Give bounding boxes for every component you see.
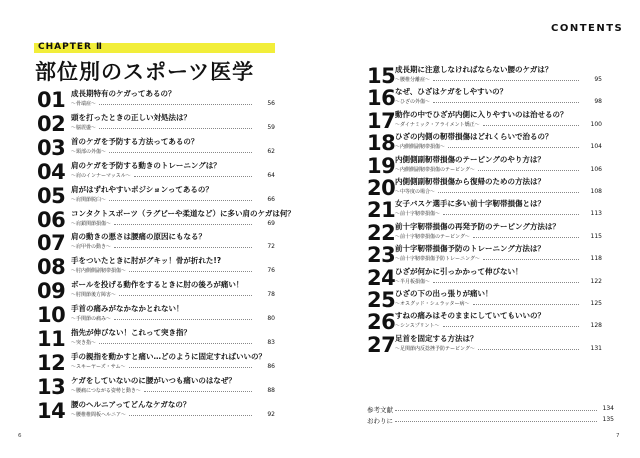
entry-subtitle: 〜手関節の痛み〜 — [71, 316, 112, 323]
entry-subtitle: 〜前十字靭帯損傷のテーピング〜 — [395, 233, 470, 240]
entry-page: 66 — [267, 195, 275, 203]
entry-title: 動作の中でひざが内側に入りやすいのは治せるの？ — [395, 109, 568, 119]
dot-leader — [433, 282, 579, 283]
entry-subtitle: 〜脳震盪〜 — [71, 124, 97, 131]
entry-subtitle: 〜肩甲骨の動き〜 — [71, 244, 112, 251]
toc-entry[interactable] — [367, 154, 602, 178]
afterword-label[interactable]: おわりに — [367, 417, 393, 425]
entry-title: ケガをしていないのに腰がいつも痛いのはなぜ？ — [71, 375, 236, 385]
chapter-title: 部位別のスポーツ医学 — [35, 60, 255, 84]
dot-leader — [448, 147, 579, 148]
toc-entry[interactable] — [37, 351, 275, 375]
entry-subtitle: 〜肘関節後方障害〜 — [71, 292, 117, 299]
entry-subtitle: 〜オスグッド・シュラッター病〜 — [395, 301, 470, 307]
entry-title: 手首の痛みがなかなかとれない！ — [71, 304, 184, 314]
dot-leader — [478, 349, 579, 350]
entry-page: 95 — [594, 76, 602, 83]
entry-subtitle: 〜スキーヤーズ・サム〜 — [71, 363, 126, 370]
entry-page: 100 — [590, 120, 602, 128]
toc-entry[interactable] — [37, 184, 275, 208]
entry-number: 03 — [37, 135, 66, 160]
entry-number: 01 — [37, 88, 66, 112]
entry-number: 08 — [37, 255, 66, 280]
dot-leader — [109, 200, 252, 201]
entry-number: 26 — [367, 310, 396, 335]
toc-entry[interactable] — [367, 288, 602, 312]
entry-page: 113 — [590, 210, 602, 218]
entry-number: 02 — [37, 111, 66, 136]
entry-page: 76 — [267, 267, 275, 275]
toc-entry[interactable] — [37, 231, 275, 255]
entry-title: 内側側副靭帯損傷のテーピングのやり方は？ — [395, 154, 545, 164]
entry-number: 15 — [367, 64, 396, 88]
toc-entry[interactable] — [367, 131, 602, 155]
chapter-label: CHAPTER Ⅱ — [38, 42, 103, 52]
entry-page: 108 — [590, 188, 602, 195]
dot-leader — [134, 176, 252, 177]
page-number-right: 7 — [616, 433, 620, 439]
entry-subtitle: 〜突き指〜 — [71, 340, 97, 346]
toc-entry[interactable] — [37, 375, 275, 399]
entry-page: 118 — [590, 255, 602, 263]
toc-entry[interactable] — [367, 266, 602, 290]
entry-title: すねの痛みはそのままにしていてもいいの？ — [395, 311, 545, 321]
dot-leader — [129, 271, 252, 272]
entry-subtitle: 〜腰椎椎間板ヘルニア〜 — [71, 411, 127, 418]
toc-entry[interactable] — [37, 207, 295, 232]
dot-leader — [119, 295, 252, 296]
entry-subtitle: 〜前十字靭帯損傷予防トレーニング〜 — [395, 256, 480, 263]
entry-page: 92 — [267, 410, 275, 418]
entry-title: 足首を固定する方法は？ — [395, 333, 478, 343]
entry-number: 23 — [367, 243, 396, 268]
dot-leader — [483, 125, 579, 126]
contents-header: CONTENTS — [551, 23, 624, 34]
dot-leader — [99, 128, 252, 129]
entry-page: 62 — [267, 147, 275, 155]
entry-number: 16 — [367, 86, 396, 111]
dot-leader — [114, 224, 252, 225]
dot-leader — [114, 247, 252, 248]
entry-title: 前十字靭帯損傷予防のトレーニング方法は？ — [395, 244, 545, 254]
entry-title: 成長期特有のケガってあるの？ — [71, 89, 176, 98]
toc-entry[interactable] — [367, 176, 602, 200]
entry-number: 04 — [37, 159, 66, 184]
dot-leader — [99, 104, 252, 105]
entry-page: 115 — [590, 232, 602, 240]
entry-subtitle: 〜肩のインナーマッスル〜 — [71, 172, 131, 179]
toc-entry[interactable] — [37, 88, 275, 112]
entry-number: 25 — [367, 288, 396, 312]
entry-subtitle: 〜肘内側側副靭帯損傷〜 — [71, 268, 127, 275]
entry-title: ボールを投げる動作をするときに肘の後ろが痛い！ — [71, 280, 244, 290]
dot-leader — [433, 80, 579, 81]
entry-page: 104 — [590, 143, 602, 151]
entry-page: 59 — [267, 123, 275, 131]
entry-subtitle: 〜内側側副靭帯損傷〜 — [395, 144, 446, 151]
dot-leader — [443, 214, 579, 215]
entry-number: 14 — [37, 398, 66, 423]
dot-leader — [478, 170, 579, 171]
entry-title: ひざの下の出っ張りが痛い！ — [395, 289, 493, 298]
entry-number: 07 — [37, 231, 66, 256]
entry-page: 69 — [267, 219, 275, 227]
entry-page: 72 — [267, 243, 275, 251]
toc-entry[interactable] — [37, 303, 275, 327]
entry-title: 女子バスケ選手に多い前十字靭帯損傷とは？ — [395, 199, 545, 209]
entry-page: 98 — [594, 98, 602, 106]
dot-leader — [483, 259, 579, 260]
dot-leader — [438, 192, 579, 193]
entry-number: 05 — [37, 183, 66, 208]
entry-page: 78 — [267, 291, 275, 299]
entry-page: 122 — [590, 277, 602, 285]
dot-leader — [443, 326, 579, 327]
entry-page: 88 — [267, 386, 275, 394]
entry-page: 80 — [267, 315, 275, 323]
entry-subtitle: 〜中等度の場合〜 — [395, 189, 436, 195]
entry-number: 13 — [37, 374, 66, 399]
toc-entry[interactable] — [37, 255, 275, 279]
entry-title: コンタクトスポーツ（ラグビーや柔道など）に多い肩のケガは何？ — [71, 208, 295, 218]
entry-title: ひざが何かに引っかかって伸びない！ — [395, 266, 523, 276]
entry-number: 27 — [367, 332, 396, 357]
entry-page: 56 — [267, 100, 275, 107]
entry-subtitle: 〜ひざの外傷〜 — [395, 99, 431, 106]
entry-title: なぜ、ひざはケガをしやすいの？ — [395, 87, 508, 97]
toc-entry[interactable] — [37, 327, 275, 351]
entry-page: 86 — [267, 362, 275, 370]
dot-leader — [473, 237, 579, 238]
entry-number: 11 — [37, 327, 66, 351]
references-page: 134 — [602, 405, 614, 412]
entry-title: 首のケガを予防する方法ってあるの？ — [71, 136, 199, 146]
entry-title: 肩の動きの悪さは腰痛の原因にもなる？ — [71, 232, 206, 242]
toc-entry[interactable] — [367, 310, 602, 334]
entry-title: 頭を打ったときの正しい対処法は？ — [71, 112, 191, 122]
entry-subtitle: 〜シンスプリント〜 — [395, 323, 440, 330]
toc-entry[interactable] — [367, 221, 602, 245]
entry-title: 肩のケガを予防する動きのトレーニングは？ — [71, 160, 221, 170]
entry-title: 腰のヘルニアってどんなケガなの？ — [71, 399, 191, 409]
entry-subtitle: 〜腰痛につながる姿勢と動き〜 — [71, 387, 141, 394]
entry-title: 指先が伸びない！これって突き指？ — [71, 328, 191, 337]
entry-subtitle: 〜ダイナミック・アライメント矯正〜 — [395, 121, 480, 128]
dot-leader — [144, 391, 252, 392]
entry-subtitle: 〜肩鎖関節損傷〜 — [71, 220, 112, 227]
entry-page: 131 — [590, 344, 602, 352]
entry-title: 成長期に注意しなければならない腰のケガは？ — [395, 65, 553, 74]
entry-number: 10 — [37, 303, 66, 328]
entry-number: 18 — [367, 131, 396, 156]
entry-title: 前十字靭帯損傷の再発予防のテーピング方法は？ — [395, 221, 560, 231]
entry-title: 手の親指を動かすと痛い…どのように固定すればいいの？ — [71, 351, 266, 361]
toc-entry[interactable] — [367, 243, 602, 267]
dot-leader — [433, 102, 579, 103]
toc-entry[interactable] — [37, 399, 275, 423]
dot-leader — [395, 421, 597, 422]
dot-leader — [99, 343, 252, 344]
entry-title: 内側側副靭帯損傷から復帰のための方法は？ — [395, 177, 545, 186]
dot-leader — [129, 415, 252, 416]
entry-title: 手をついたときに肘がグキッ！骨が折れた!? — [71, 256, 222, 266]
entry-subtitle: 〜半月板損傷〜 — [395, 278, 431, 285]
entry-page: 106 — [590, 165, 602, 173]
toc-entry[interactable] — [37, 160, 275, 184]
page-number-left: 6 — [18, 433, 22, 439]
entry-subtitle: 〜骨端症〜 — [71, 101, 97, 107]
entry-title: 肩がはずれやすいポジションってあるの？ — [71, 184, 213, 194]
dot-leader — [129, 367, 252, 368]
entry-page: 128 — [590, 322, 602, 330]
entry-page: 83 — [267, 339, 275, 346]
toc-entry[interactable] — [37, 136, 275, 160]
entry-number: 19 — [367, 153, 396, 178]
toc-entry[interactable] — [37, 279, 275, 303]
entry-number: 24 — [367, 265, 396, 290]
toc-entry[interactable] — [367, 109, 602, 133]
entry-subtitle: 〜前十字靭帯損傷〜 — [395, 211, 441, 218]
toc-entry[interactable] — [367, 198, 602, 222]
dot-leader — [473, 304, 579, 305]
toc-entry[interactable] — [37, 112, 275, 136]
entry-number: 17 — [367, 108, 396, 133]
entry-number: 20 — [367, 176, 396, 200]
references-label[interactable]: 参考文献 — [367, 406, 393, 414]
entry-number: 12 — [37, 350, 66, 375]
dot-leader — [109, 152, 252, 153]
toc-entry[interactable] — [367, 333, 602, 357]
entry-page: 64 — [267, 171, 275, 179]
entry-subtitle: 〜肩関節脱臼〜 — [71, 196, 107, 203]
entry-number: 09 — [37, 279, 66, 304]
entry-title: ひざの内側の靭帯損傷はどれくらいで治るの？ — [395, 132, 553, 142]
dot-leader — [395, 410, 597, 411]
dot-leader — [114, 319, 252, 320]
entry-number: 06 — [37, 207, 66, 232]
entry-number: 21 — [367, 198, 396, 223]
afterword-page: 135 — [602, 416, 614, 423]
entry-subtitle: 〜頸部の外傷〜 — [71, 148, 107, 155]
toc-entry[interactable] — [367, 64, 602, 88]
entry-page: 125 — [590, 300, 602, 307]
entry-subtitle: 〜足関節内反捻挫予防テーピング〜 — [395, 345, 475, 352]
entry-subtitle: 〜内側側副靭帯損傷のテーピング〜 — [395, 166, 475, 173]
entry-number: 22 — [367, 220, 396, 245]
entry-subtitle: 〜腰椎分離症〜 — [395, 77, 431, 83]
toc-entry[interactable] — [367, 86, 602, 110]
